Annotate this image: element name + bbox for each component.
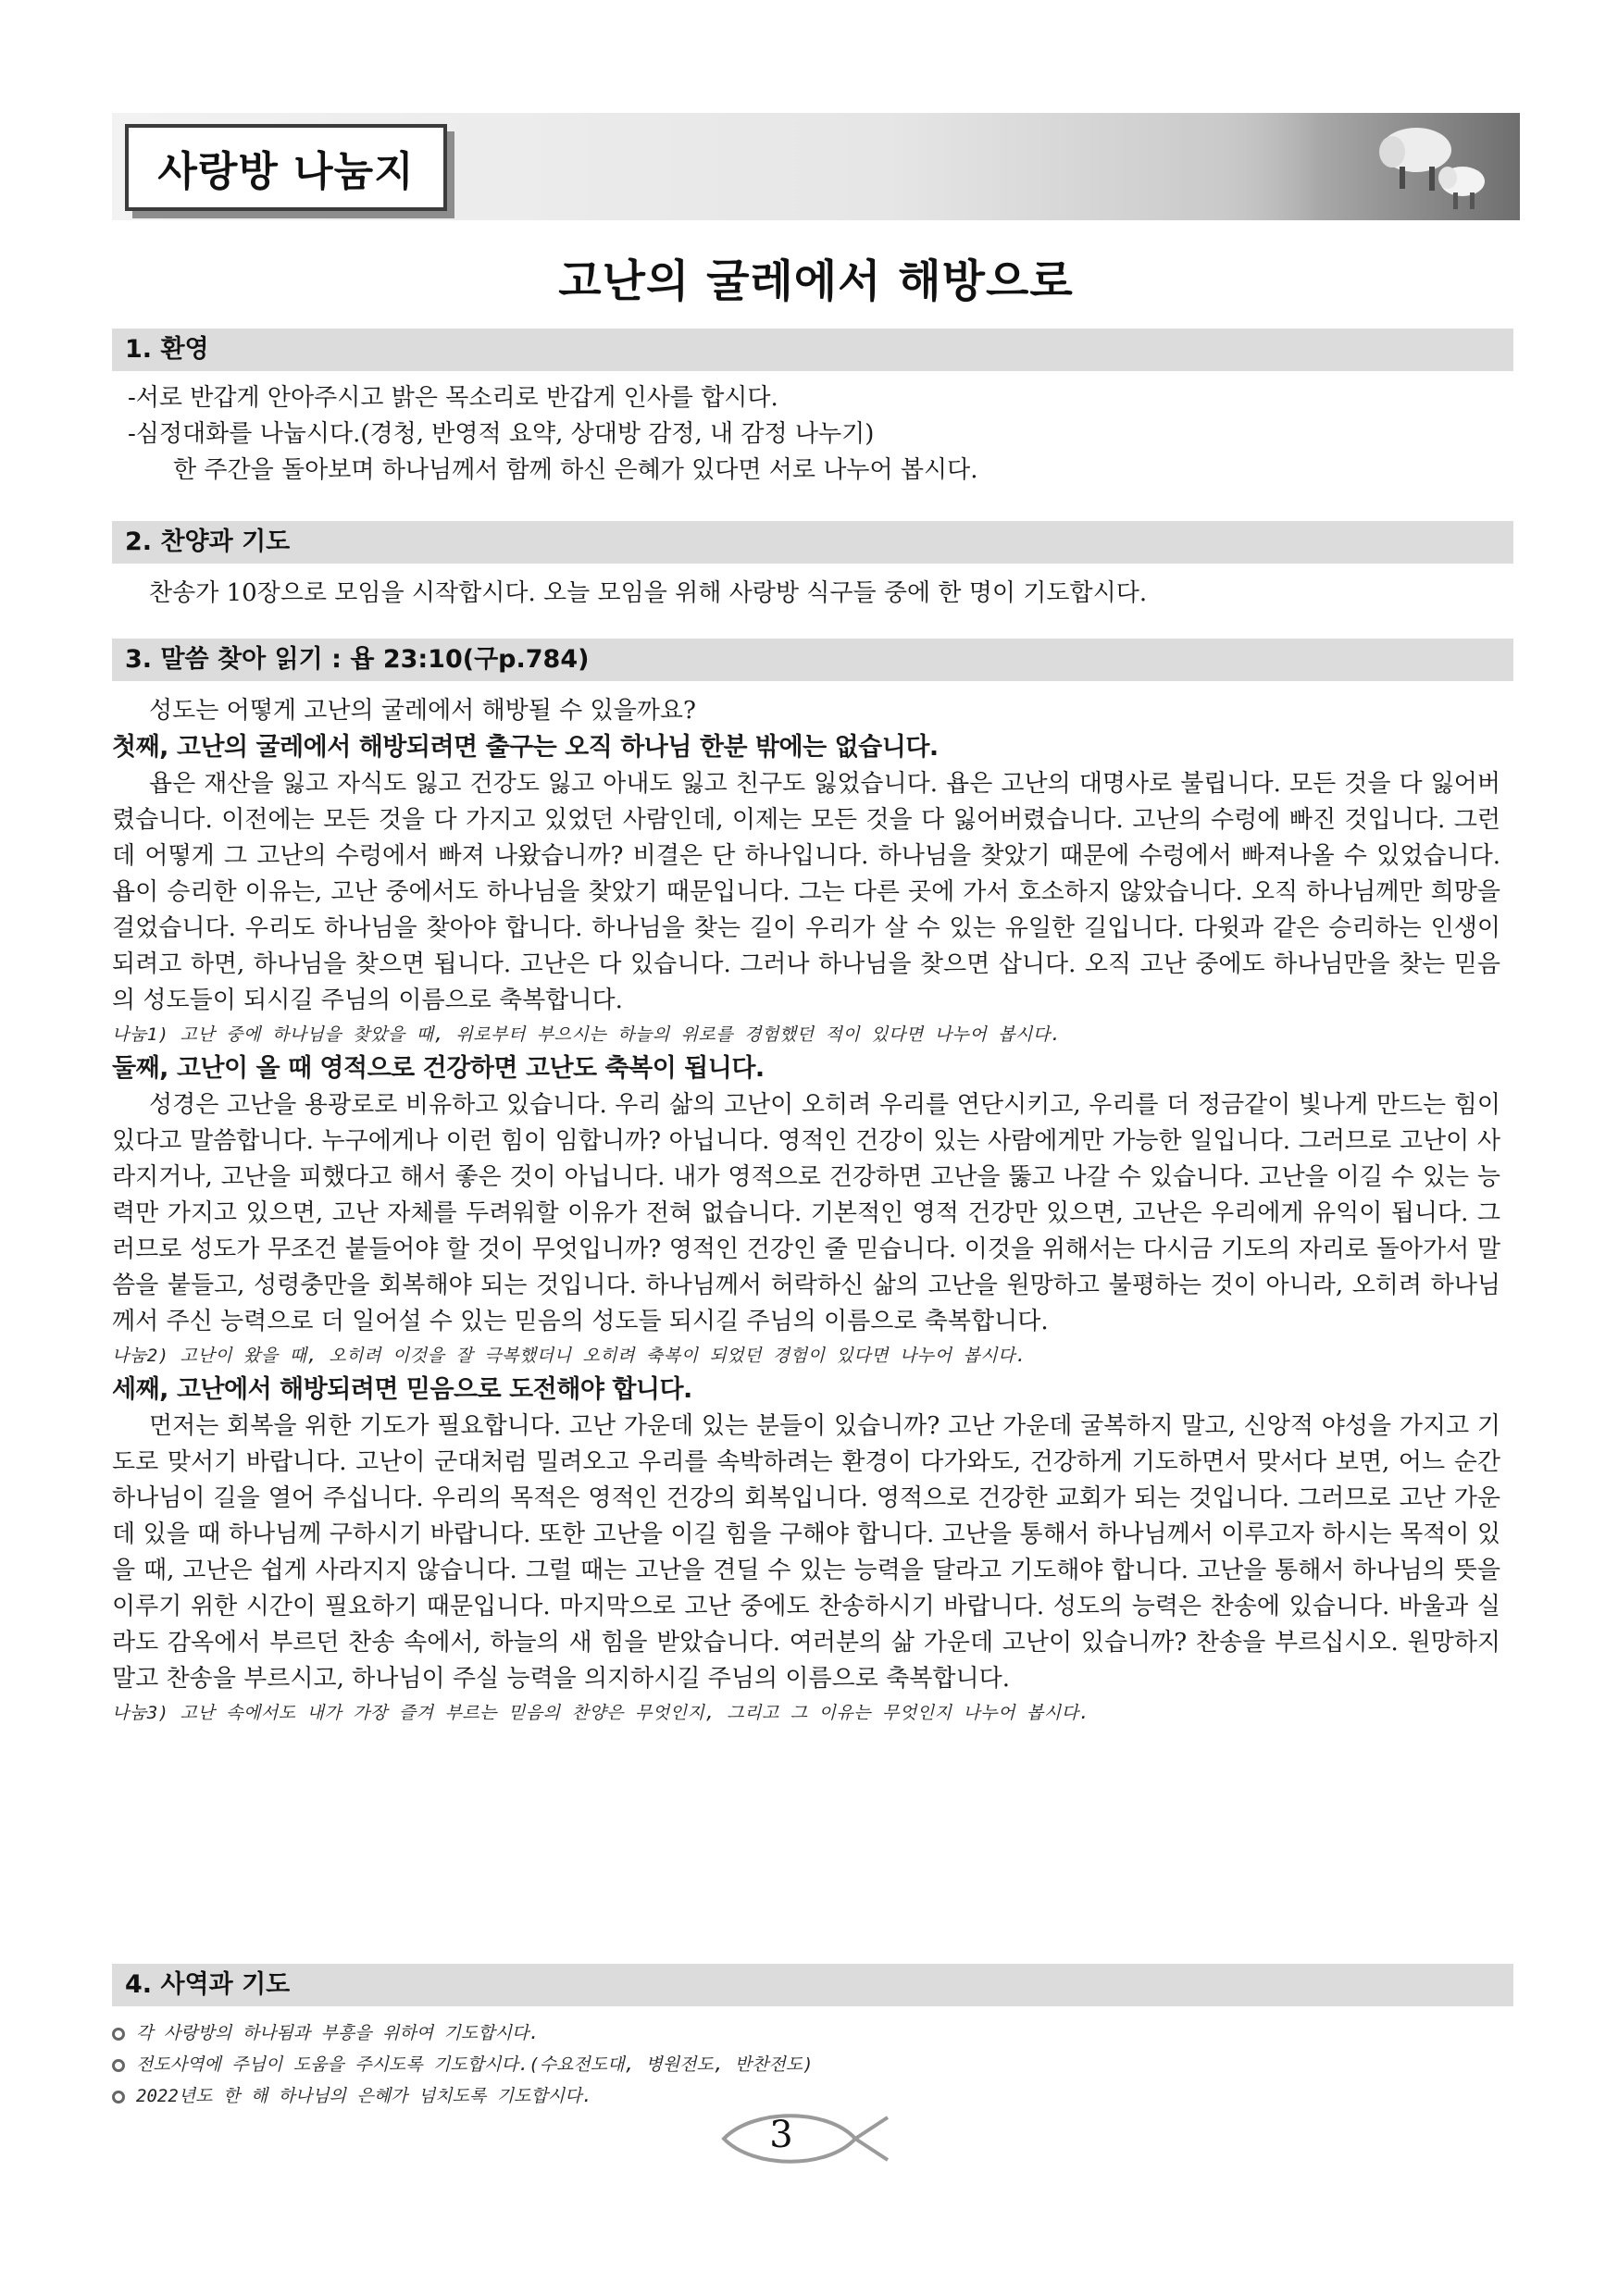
ministry-item: 전도사역에 주님이 도움을 주시도록 기도합시다.(수요전도대, 병원전도, 반찬전도) — [112, 2049, 1500, 2080]
praise-body — [112, 576, 1500, 612]
point2-title: 둘째, 고난이 올 때 영적으로 건강하면 고난도 축복이 됩니다. — [112, 1054, 765, 1083]
circle-bullet-icon — [112, 2059, 125, 2072]
point2-body-text: 성경은 고난을 용광로로 비유하고 있습니다. 우리 삶의 고난이 오히려 우리를 연단시키고, 우리를 더 정금같이 빛나게 만드는 힘이 있다고 말씀합니다. 누구에게나 이런 힘이 임합니까? 아닙니다. 영적인 건강이 있는 사람에게만 가능한 일입니다. 그러므로 고난이 사라지거나, 고난을 피했다고 해서 좋은 것이 아닙니다. 내가 영적으로 건강하면 고난을 뚫고 나갈 수 있습니다. 고난을 이길 수 있는 능력만 가지고 있으면, 고난 자체를 두려워할 이유가 전혀 없습니다. 기본적인 영적 건강만 있으면, 고난은 우리에게 유익이 됩니다. 그러므로 성도가 무조건 붙들어야 할 것이 무엇입니까? 영적인 건강인 줄 믿습니다. 이것을 위해서는 다시금 기도의 자리로 돌아가서 말씀을 붙들고, 성령충만을 회복해야 되는 것입니다. 하나님께서 허락하신 삶의 고난을 원망하고 불평하는 것이 아니라, 오히려 하나님께서 주신 능력으로 더 일어설 수 있는 믿음의 성도들 되시길 주님의 이름으로 축복합니다. — [112, 1091, 1500, 1335]
lamb-pasture-illustration — [1187, 113, 1520, 220]
circle-bullet-icon — [112, 2091, 125, 2104]
point2-body — [112, 1087, 1500, 1340]
point1-body-text: 욥은 재산을 잃고 자식도 잃고 건강도 잃고 아내도 잃고 친구도 잃었습니다. 욥은 고난의 대명사로 불립니다. 모든 것을 다 잃어버렸습니다. 이전에는 모든 것을 다 가지고 있었던 사람인데, 이제는 모든 것을 다 잃어버렸습니다. 고난의 수렁에 빠진 것입니다. 그런데 어떻게 그 고난의 수렁에서 빠져 나왔습니까? 비결은 단 하나입니다. 하나님을 찾았기 때문에 수렁에서 빠져나올 수 있었습니다. 욥이 승리한 이유는, 고난 중에서도 하나님을 찾았기 때문입니다. 그는 다른 곳에 가서 호소하지 않았습니다. 오직 하나님께만 희망을 걸었습니다. 우리도 하나님을 찾아야 합니다. 하나님을 찾는 길이 우리가 살 수 있는 유일한 길입니다. 다윗과 같은 승리하는 인생이 되려고 하면, 하나님을 찾으면 됩니다. 고난은 다 있습니다. 그러나 하나님을 찾으면 삽니다. 오직 고난 중에도 하나님만을 찾는 믿음의 성도들이 되시길 주님의 이름으로 축복합니다. — [112, 770, 1500, 1014]
section-heading-ministry: 4. 사역과 기도 — [112, 1964, 1513, 2006]
ministry-item: 2022년도 한 해 하나님의 은혜가 넘치도록 기도합시다. — [112, 2080, 1500, 2112]
point2-sharing-note: 나눔2) 고난이 왔을 때, 오히려 이것을 잘 극복했더니 오히려 축복이 되었던 경험이 있다면 나누어 봅시다. — [112, 1346, 1027, 1366]
word-intro: 성도는 어떻게 고난의 굴레에서 해방될 수 있을까요? — [149, 697, 696, 725]
welcome-line-2: -심정대화를 나눕시다.(경청, 반영적 요약, 상대방 감정, 내 감정 나누기) — [128, 420, 875, 448]
page-number: 3 — [769, 2114, 793, 2156]
banner-title: 사랑방 나눔지 — [157, 148, 415, 195]
ministry-list — [112, 2017, 1500, 2112]
section-heading-word: 3. 말씀 찾아 읽기 : 욥 23:10(구p.784) — [112, 639, 1513, 681]
section-heading-praise: 2. 찬양과 기도 — [112, 521, 1513, 564]
section-heading-welcome: 1. 환영 — [112, 329, 1513, 371]
circle-bullet-icon — [112, 2028, 125, 2041]
welcome-body — [112, 380, 1500, 489]
page-title: 고난의 굴레에서 해방으로 — [558, 255, 1074, 307]
point3-sharing-note: 나눔3) 고난 속에서도 내가 가장 즐겨 부르는 믿음의 찬양은 무엇인지, 그리고 그 이유는 무엇인지 나누어 봅시다. — [112, 1703, 1090, 1723]
page-footer — [716, 2106, 902, 2171]
ministry-item: 각 사랑방의 하나됨과 부흥을 위하여 기도합시다. — [112, 2017, 1500, 2049]
welcome-line-3: 한 주간을 돌아보며 하나님께서 함께 하신 은혜가 있다면 서로 나누어 봅시다. — [173, 456, 978, 484]
point1-title: 첫째, 고난의 굴레에서 해방되려면 출구는 오직 하나님 한분 밖에는 없습니다. — [112, 733, 939, 762]
word-body — [112, 693, 1500, 1729]
point1-sharing-note: 나눔1) 고난 중에 하나님을 찾았을 때, 위로부터 부으시는 하늘의 위로를 경험했던 적이 있다면 나누어 봅시다. — [112, 1024, 1062, 1045]
point3-body — [112, 1409, 1500, 1697]
point3-body-text: 먼저는 회복을 위한 기도가 필요합니다. 고난 가운데 있는 분들이 있습니까? 고난 가운데 굴복하지 말고, 신앙적 야성을 가지고 기도로 맞서기 바랍니다. 고난이 군대처럼 밀려오고 우리를 속박하려는 환경이 다가와도, 건강하게 기도하면서 맞서다 보면, 어느 순간 하나님이 길을 열어 주십니다. 우리의 목적은 영적인 건강의 회복입니다. 영적으로 건강한 교회가 되는 것입니다. 그러므로 고난 가운데 있을 때 하나님께 구하시기 바랍니다. 또한 고난을 이길 힘을 구해야 합니다. 고난을 통해서 하나님께서 이루고자 하시는 목적이 있을 때, 고난은 쉽게 사라지지 않습니다. 그럴 때는 고난을 견딜 수 있는 능력을 달라고 기도해야 합니다. 고난을 통해서 하나님의 뜻을 이루기 위한 시간이 필요하기 때문입니다. 마지막으로 고난 중에도 찬송하시기 바랍니다. 성도의 능력은 찬송에 있습니다. 바울과 실라도 감옥에서 부르던 찬송 속에서, 하늘의 새 힘을 받았습니다. 여러분의 삶 가운데 고난이 있습니까? 찬송을 부르십시오. 원망하지 말고 찬송을 부르시고, 하나님이 주실 능력을 의지하시길 주님의 이름으로 축복합니다. — [112, 1412, 1500, 1693]
point3-title: 세째, 고난에서 해방되려면 믿음으로 도전해야 합니다. — [112, 1375, 692, 1404]
header-banner — [112, 113, 1520, 220]
welcome-line-1: -서로 반갑게 안아주시고 밝은 목소리로 반갑게 인사를 합시다. — [128, 384, 778, 412]
praise-text: 찬송가 10장으로 모임을 시작합시다. 오늘 모임을 위해 사랑방 식구들 중에 한 명이 기도합시다. — [149, 579, 1148, 607]
banner-title-box — [125, 124, 447, 211]
point1-body — [112, 766, 1500, 1019]
